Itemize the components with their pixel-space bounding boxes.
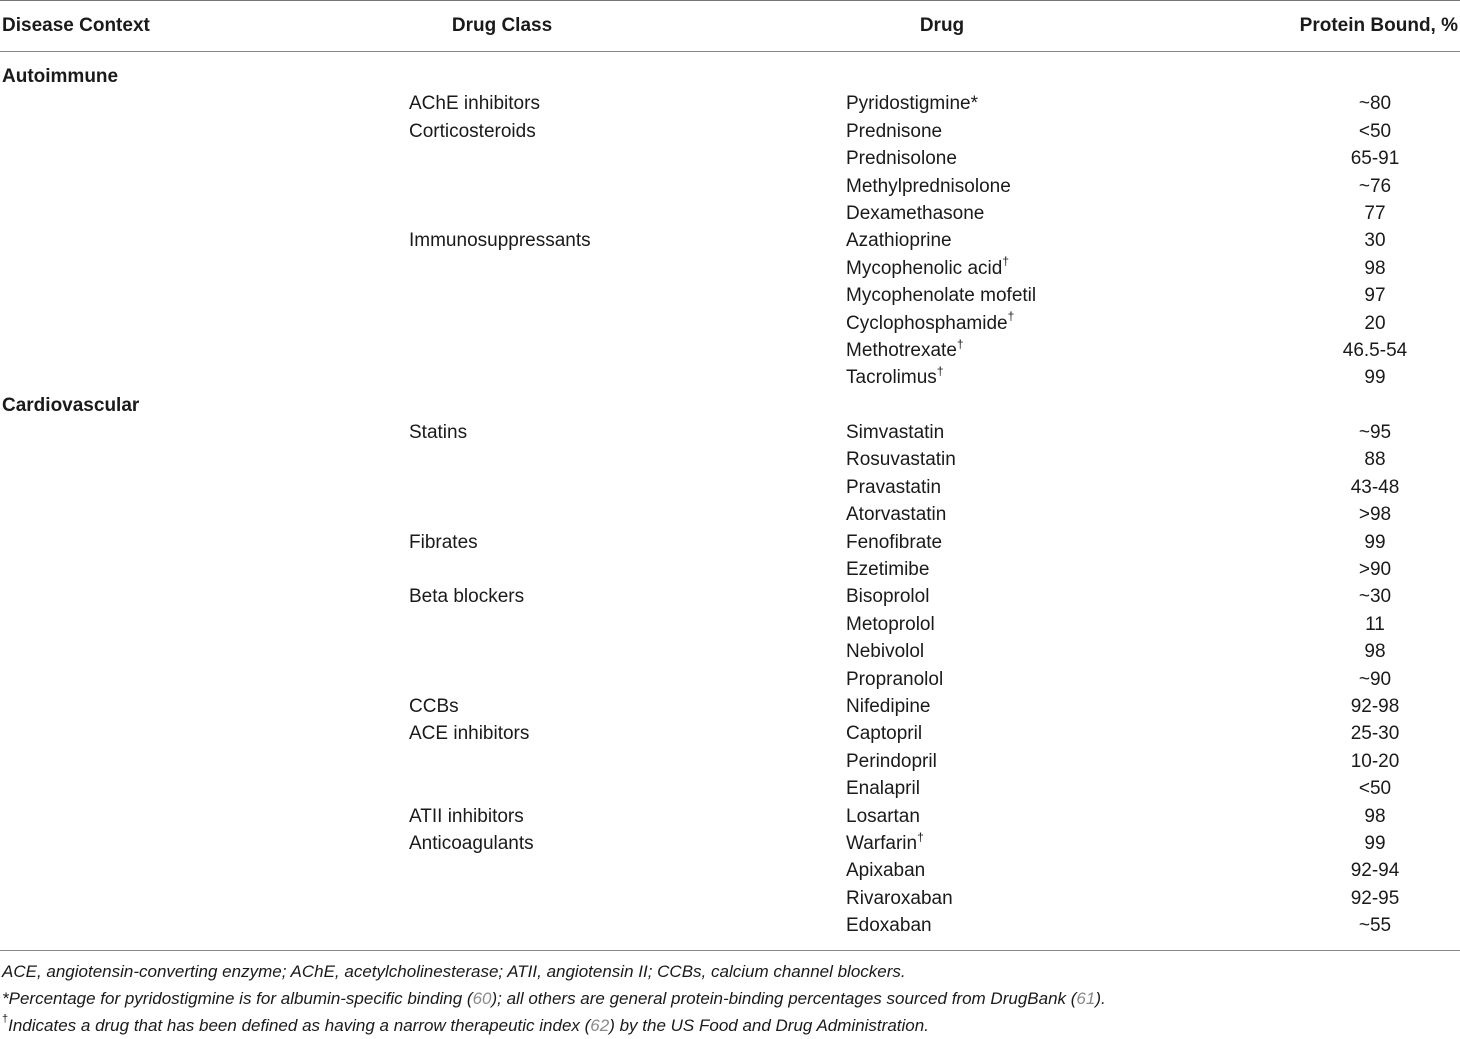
protein-bound-value: 98 bbox=[1364, 805, 1386, 827]
protein-bound-value: 20 bbox=[1364, 312, 1386, 334]
protein-bound-value: ~76 bbox=[1358, 175, 1392, 197]
table-row bbox=[0, 392, 1460, 419]
table-body bbox=[0, 63, 1460, 940]
dagger-mark: † bbox=[917, 829, 924, 844]
table-row bbox=[0, 90, 1460, 117]
cell-drug-class: ACE inhibitors bbox=[409, 723, 530, 745]
table-row bbox=[0, 748, 1460, 775]
protein-bound-value: <50 bbox=[1358, 120, 1392, 142]
protein-bound-value: ~55 bbox=[1358, 915, 1392, 937]
table-row bbox=[0, 337, 1460, 364]
drug-name: Propranolol bbox=[846, 668, 944, 690]
table-row bbox=[0, 200, 1460, 227]
cell-drug-class: ATII inhibitors bbox=[409, 805, 524, 827]
table-header-rule bbox=[0, 51, 1460, 52]
cell-drug-class: Corticosteroids bbox=[409, 120, 536, 142]
dagger-mark: † bbox=[936, 363, 944, 378]
drug-name: Apixaban bbox=[846, 860, 926, 882]
drug-name: Methotrexate bbox=[846, 339, 957, 361]
table-row bbox=[0, 173, 1460, 200]
protein-bound-value: <50 bbox=[1358, 778, 1392, 800]
drug-name: Prednisolone bbox=[846, 148, 957, 170]
table-row bbox=[0, 529, 1460, 556]
reference-link[interactable]: 61 bbox=[1076, 989, 1096, 1008]
table-row bbox=[0, 501, 1460, 528]
table-row bbox=[0, 255, 1460, 282]
protein-bound-value: 30 bbox=[1364, 230, 1386, 252]
cell-drug bbox=[846, 720, 922, 747]
protein-bound-value: 43-48 bbox=[1350, 476, 1400, 498]
table-row bbox=[0, 118, 1460, 145]
table-row bbox=[0, 419, 1460, 446]
drug-name: Bisoprolol bbox=[846, 586, 930, 608]
cell-drug bbox=[846, 912, 932, 939]
table-row bbox=[0, 666, 1460, 693]
drug-name: Mycophenolic acid bbox=[846, 257, 1003, 279]
drug-name: Tacrolimus bbox=[846, 367, 937, 389]
drug-name: Atorvastatin bbox=[846, 504, 947, 526]
header-drug-label: Drug bbox=[919, 15, 965, 36]
cell-drug bbox=[846, 90, 978, 117]
drug-name: Mycophenolate mofetil bbox=[846, 285, 1037, 307]
protein-bound-value: 92-95 bbox=[1350, 887, 1400, 909]
cell-drug bbox=[846, 583, 929, 610]
protein-bound-value: ~95 bbox=[1358, 422, 1392, 444]
table-row bbox=[0, 693, 1460, 720]
protein-bound-value: 92-94 bbox=[1350, 860, 1400, 882]
table-row bbox=[0, 885, 1460, 912]
protein-bound-value: 25-30 bbox=[1350, 723, 1400, 745]
table-row bbox=[0, 556, 1460, 583]
cell-drug bbox=[846, 118, 942, 145]
drug-name: Methylprednisolone bbox=[846, 175, 1011, 197]
header-drug-class-label: Drug Class bbox=[451, 15, 553, 36]
drug-name: Azathioprine bbox=[846, 230, 952, 252]
cell-disease-context: Cardiovascular bbox=[2, 394, 140, 416]
drug-name: Fenofibrate bbox=[846, 531, 943, 553]
dagger-mark: † bbox=[1002, 254, 1009, 269]
cell-drug bbox=[846, 200, 984, 227]
cell-drug bbox=[846, 227, 952, 254]
cell-drug bbox=[846, 556, 929, 583]
drug-name: Nifedipine bbox=[846, 695, 931, 717]
cell-drug-class: Beta blockers bbox=[409, 586, 525, 608]
protein-bound-value: 92-98 bbox=[1350, 695, 1400, 717]
drug-name: Pyridostigmine* bbox=[846, 93, 978, 115]
cell-drug bbox=[846, 857, 925, 884]
drug-name: Enalapril bbox=[846, 778, 920, 800]
drug-name: Perindopril bbox=[846, 750, 937, 772]
table-row bbox=[0, 720, 1460, 747]
cell-drug bbox=[846, 282, 1036, 309]
cell-drug-class: CCBs bbox=[409, 695, 459, 717]
reference-link[interactable]: 62 bbox=[590, 1016, 610, 1035]
cell-drug bbox=[846, 255, 1009, 282]
drug-name: Ezetimibe bbox=[846, 559, 930, 581]
cell-drug bbox=[846, 337, 964, 364]
table-row bbox=[0, 857, 1460, 884]
table-row bbox=[0, 638, 1460, 665]
protein-bound-value: 65-91 bbox=[1350, 148, 1400, 170]
footnote-abbreviations: ACE, angiotensin-converting enzyme; AChE, acetylcholinesterase; ATII, angiotensin II; CCBs, calcium channel blockers. bbox=[2, 962, 906, 981]
cell-drug bbox=[846, 803, 920, 830]
cell-drug bbox=[846, 666, 943, 693]
protein-bound-value: 46.5-54 bbox=[1342, 339, 1408, 361]
table-row bbox=[0, 227, 1460, 254]
cell-drug-class: Statins bbox=[409, 422, 468, 444]
table-row bbox=[0, 775, 1460, 802]
protein-bound-value: 88 bbox=[1364, 449, 1386, 471]
cell-drug bbox=[846, 364, 944, 391]
cell-drug bbox=[846, 693, 931, 720]
protein-bound-value: >98 bbox=[1358, 504, 1392, 526]
drug-name: Metoprolol bbox=[846, 613, 935, 635]
cell-drug bbox=[846, 310, 1014, 337]
table-row bbox=[0, 803, 1460, 830]
table-row bbox=[0, 282, 1460, 309]
drug-name: Losartan bbox=[846, 805, 920, 827]
table-top-rule bbox=[0, 0, 1460, 1]
cell-drug bbox=[846, 748, 937, 775]
reference-link[interactable]: 60 bbox=[472, 989, 492, 1008]
protein-bound-value: 98 bbox=[1364, 641, 1386, 663]
cell-drug bbox=[846, 173, 1011, 200]
protein-bound-value: ~30 bbox=[1358, 586, 1392, 608]
drug-name: Rivaroxaban bbox=[846, 887, 953, 909]
cell-drug bbox=[846, 501, 946, 528]
protein-bound-value: 98 bbox=[1364, 257, 1386, 279]
drug-name: Nebivolol bbox=[846, 641, 925, 663]
protein-bound-value: 99 bbox=[1364, 832, 1386, 854]
drug-name: Rosuvastatin bbox=[846, 449, 956, 471]
cell-drug bbox=[846, 611, 935, 638]
cell-drug-class: Anticoagulants bbox=[409, 832, 534, 854]
table-row bbox=[0, 63, 1460, 90]
cell-drug bbox=[846, 775, 920, 802]
cell-drug bbox=[846, 446, 956, 473]
cell-drug-class: Fibrates bbox=[409, 531, 478, 553]
table-row bbox=[0, 145, 1460, 172]
table-row bbox=[0, 830, 1460, 857]
protein-bound-value: 11 bbox=[1365, 613, 1385, 635]
table-footnotes bbox=[2, 958, 1106, 1039]
header-protein-bound: Protein Bound, % bbox=[1299, 15, 1458, 36]
cell-drug bbox=[846, 529, 942, 556]
footnote-narrow-therapeutic-index: †Indicates a drug that has been defined as having a narrow therapeutic index (62) by the US Food and Drug Administration. bbox=[2, 1013, 929, 1035]
cell-drug bbox=[846, 830, 924, 857]
table-row bbox=[0, 583, 1460, 610]
cell-drug-class: AChE inhibitors bbox=[409, 93, 540, 115]
drug-name: Pravastatin bbox=[846, 476, 942, 498]
table-row bbox=[0, 446, 1460, 473]
table-row bbox=[0, 912, 1460, 939]
table-row bbox=[0, 474, 1460, 501]
footnote-pyridostigmine: *Percentage for pyridostigmine is for albumin-specific binding (60); all others are general protein-binding percentages sourced from DrugBank (61). bbox=[2, 989, 1106, 1008]
protein-bound-value: ~90 bbox=[1358, 668, 1392, 690]
cell-drug-class: Immunosuppressants bbox=[409, 230, 591, 252]
dagger-mark: † bbox=[1007, 309, 1015, 324]
protein-bound-value: 99 bbox=[1364, 367, 1386, 389]
table-row bbox=[0, 611, 1460, 638]
cell-disease-context: Autoimmune bbox=[2, 66, 119, 87]
protein-bound-value: 97 bbox=[1364, 285, 1386, 307]
cell-drug bbox=[846, 885, 953, 912]
cell-drug bbox=[846, 145, 957, 172]
cell-drug bbox=[846, 474, 941, 501]
protein-bound-value: 77 bbox=[1364, 202, 1386, 224]
drug-name: Captopril bbox=[846, 723, 923, 745]
protein-bound-value: 10-20 bbox=[1350, 750, 1400, 772]
protein-bound-value: ~80 bbox=[1358, 93, 1392, 115]
protein-bound-value: 99 bbox=[1364, 531, 1386, 553]
drug-name: Prednisone bbox=[846, 120, 943, 142]
cell-drug bbox=[846, 419, 944, 446]
protein-bound-value: >90 bbox=[1358, 559, 1392, 581]
table-bottom-rule bbox=[0, 950, 1460, 951]
header-disease-context: Disease Context bbox=[2, 15, 150, 36]
drug-name: Cyclophosphamide bbox=[846, 312, 1008, 334]
table-row bbox=[0, 364, 1460, 391]
drug-name: Simvastatin bbox=[846, 422, 945, 444]
drug-name: Edoxaban bbox=[846, 915, 932, 937]
dagger-mark: † bbox=[2, 1013, 9, 1026]
dagger-mark: † bbox=[956, 336, 964, 351]
drug-name: Warfarin bbox=[846, 832, 918, 854]
table-row bbox=[0, 310, 1460, 337]
cell-drug bbox=[846, 638, 924, 665]
drug-name: Dexamethasone bbox=[846, 202, 985, 224]
